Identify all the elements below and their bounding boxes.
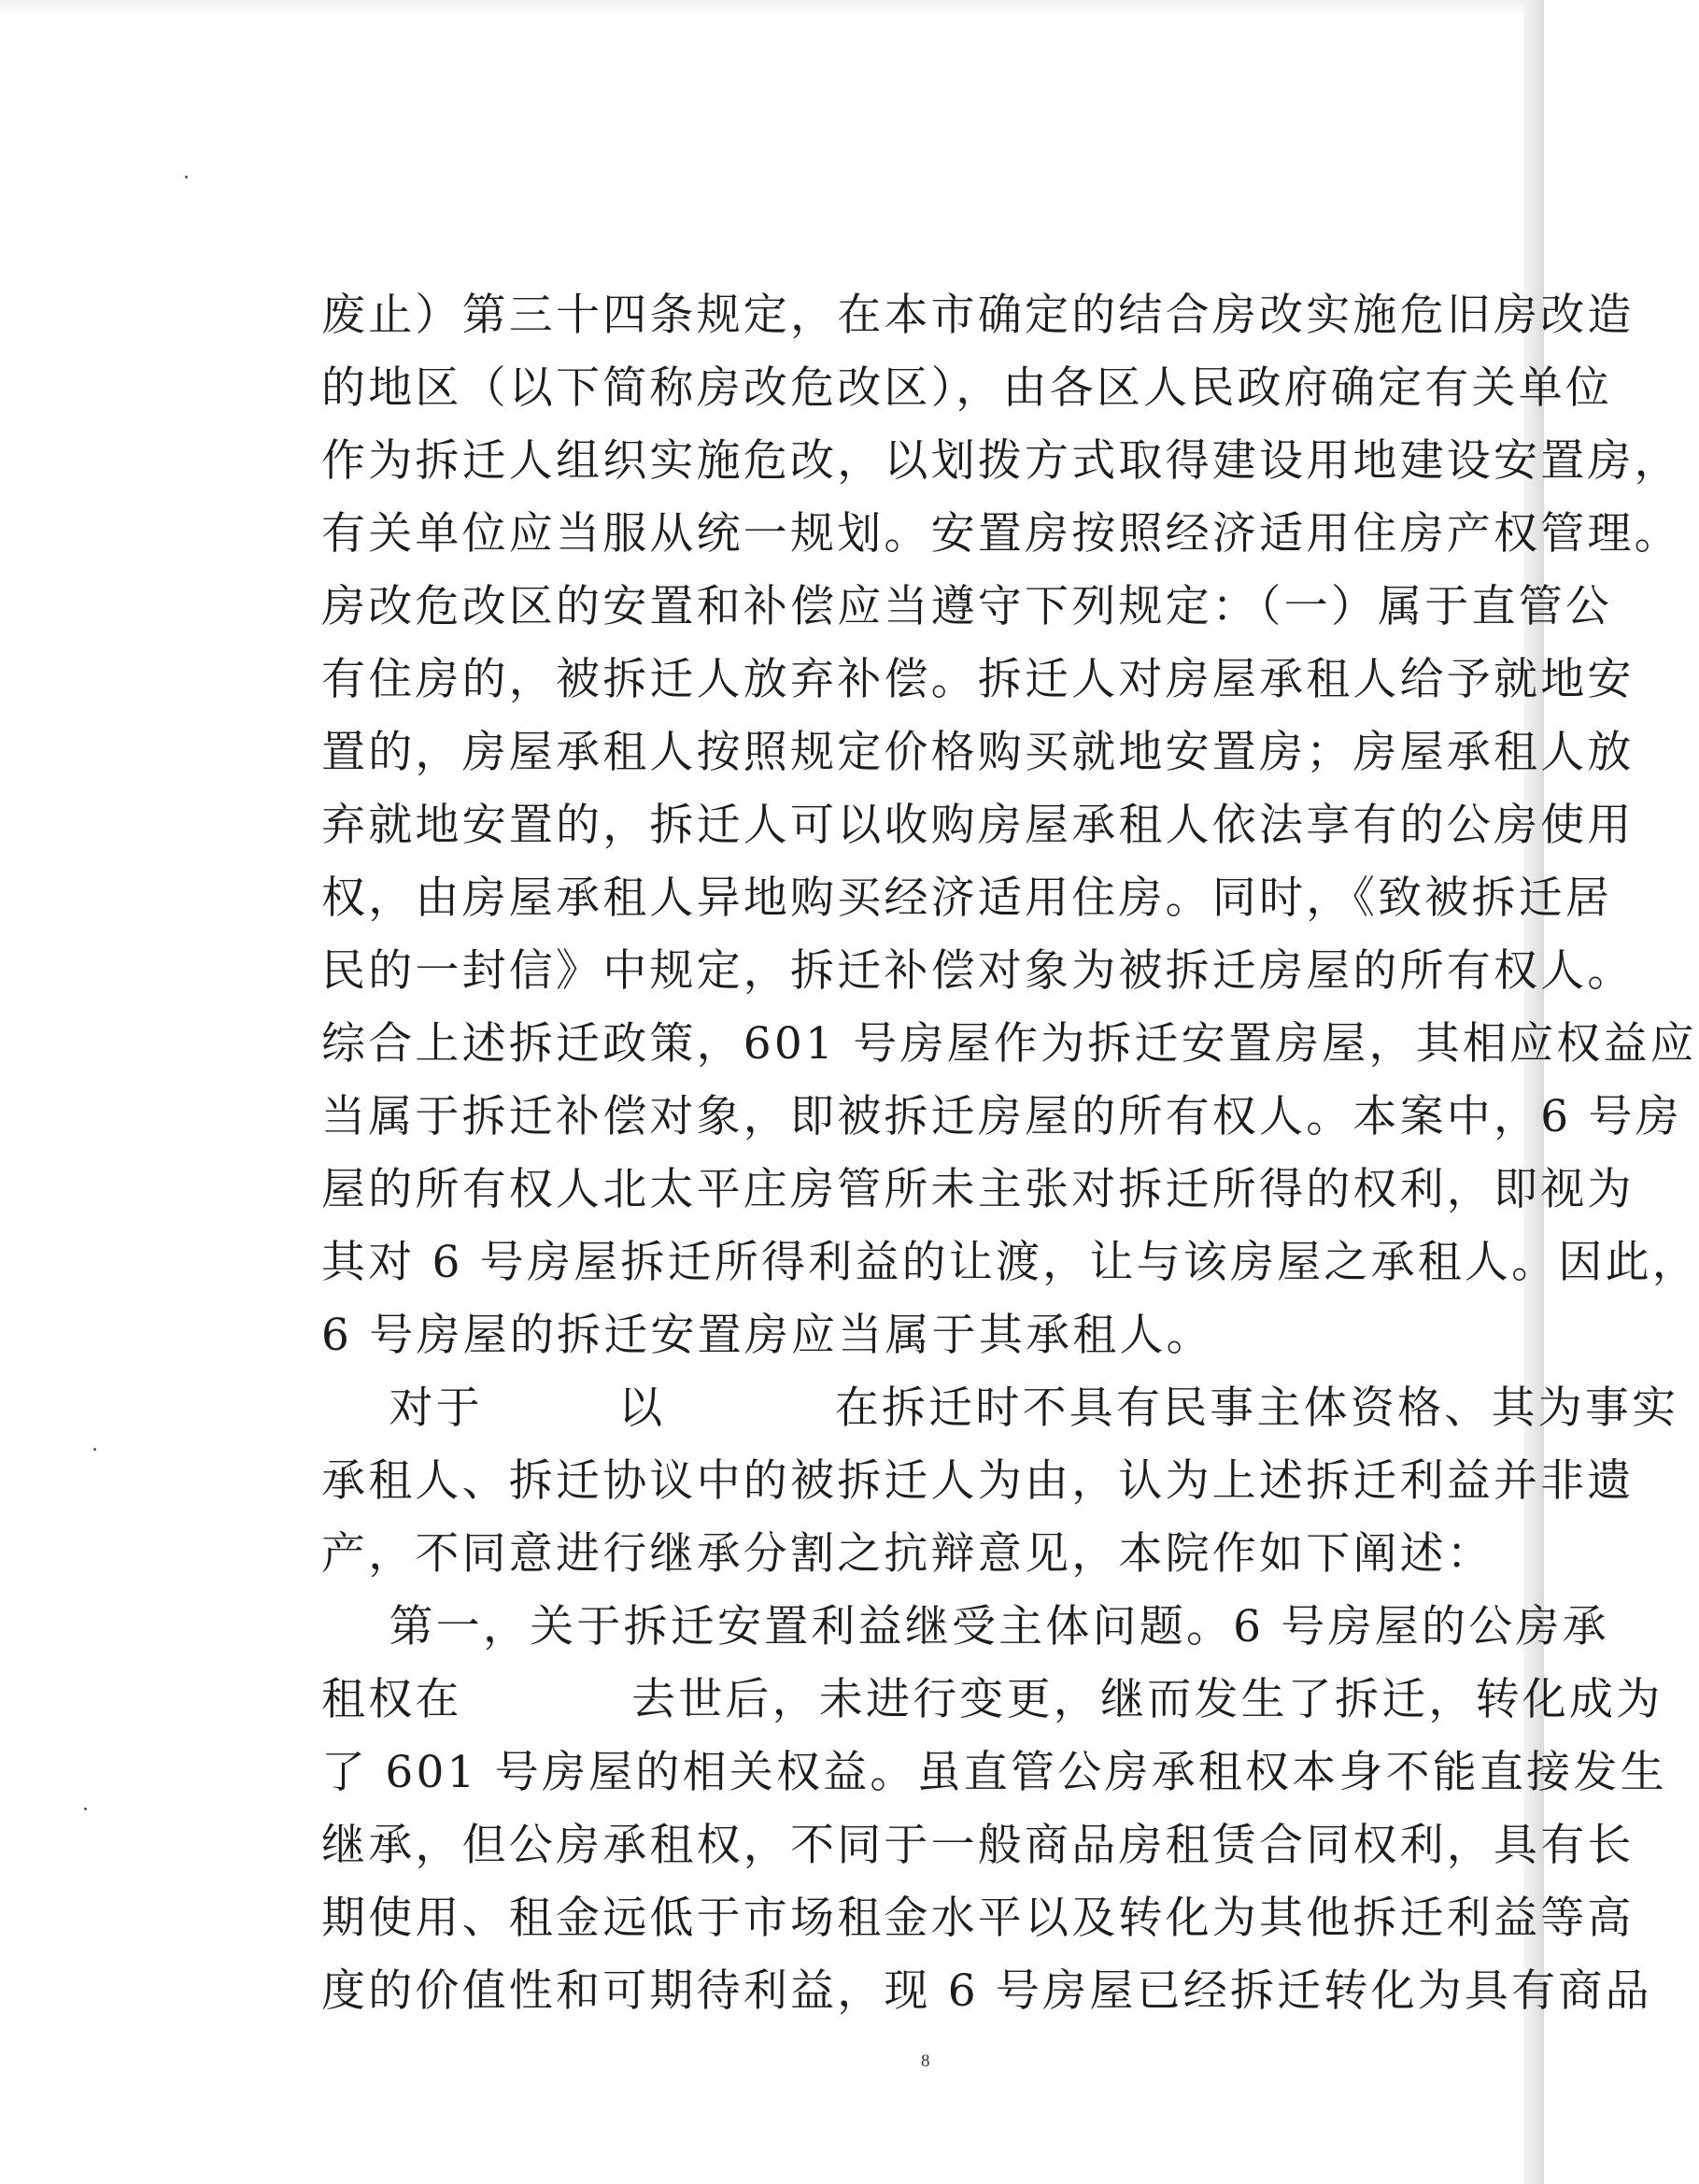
scan-speck xyxy=(93,1448,96,1451)
text-line: 弃就地安置的，拆迁人可以收购房屋承租人依法享有的公房使用 xyxy=(321,800,1635,851)
text-line: 承租人、拆迁协议中的被拆迁人为由，认为上述拆迁利益并非遗 xyxy=(321,1455,1635,1507)
text-line: 屋的所有权人北太平庄房管所未主张对拆迁所得的权利，即视为 xyxy=(321,1164,1635,1215)
text-line: 作为拆迁人组织实施危改，以划拨方式取得建设用地建设安置房， xyxy=(321,435,1681,487)
scan-shadow-top xyxy=(0,0,1544,17)
text-line: 废止）第三十四条规定，在本市确定的结合房改实施危旧房改造 xyxy=(321,290,1635,341)
text-line: 了 601 号房屋的相关权益。虽直管公房承租权本身不能直接发生 xyxy=(321,1747,1667,1798)
text-line: 有关单位应当服从统一规划。安置房按照经济适用住房产权管理。 xyxy=(321,508,1681,560)
text-line: 当属于拆迁补偿对象，即被拆迁房屋的所有权人。本案中，6 号房 xyxy=(321,1091,1682,1142)
text-line: 权，由房屋承租人异地购买经济适用住房。同时，《致被拆迁居 xyxy=(321,872,1613,924)
scan-speck xyxy=(185,176,188,178)
text-line: 其对 6 号房屋拆迁所得利益的让渡，让与该房屋之承租人。因此， xyxy=(321,1237,1699,1288)
text-line: 租权在 去世后，未进行变更，继而发生了拆迁，转化成为 xyxy=(321,1674,1664,1725)
text-line: 第一，关于拆迁安置利益继受主体问题。6 号房屋的公房承 xyxy=(321,1601,1609,1652)
text-line: 度的价值性和可期待利益，现 6 号房屋已经拆迁转化为具有商品 xyxy=(321,1965,1652,2017)
text-line: 综合上述拆迁政策，601 号房屋作为拆迁安置房屋，其相应权益应 xyxy=(321,1018,1697,1070)
text-line: 有住房的，被拆迁人放弃补偿。拆迁人对房屋承租人给予就地安 xyxy=(321,654,1635,705)
text-line: 继承，但公房承租权，不同于一般商品房租赁合同权利，具有长 xyxy=(321,1820,1635,1871)
text-line: 对于 以 在拆迁时不具有民事主体资格、其为事实 xyxy=(321,1383,1679,1434)
text-line: 房改危改区的安置和补偿应当遵守下列规定：（一）属于直管公 xyxy=(321,581,1613,632)
page-number: 8 xyxy=(921,2051,930,2071)
text-line: 期使用、租金远低于市场租金水平以及转化为其他拆迁利益等高 xyxy=(321,1893,1635,1944)
text-line: 民的一封信》中规定，拆迁补偿对象为被拆迁房屋的所有权人。 xyxy=(321,945,1635,997)
text-line: 的地区（以下简称房改危改区），由各区人民政府确定有关单位 xyxy=(321,362,1613,414)
text-line: 置的，房屋承租人按照规定价格购买就地安置房；房屋承租人放 xyxy=(321,727,1635,778)
scan-speck xyxy=(84,1808,87,1810)
text-line: 产，不同意进行继承分割之抗辩意见，本院作如下阐述： xyxy=(321,1528,1494,1580)
text-line: 6 号房屋的拆迁安置房应当属于其承租人。 xyxy=(321,1310,1213,1361)
